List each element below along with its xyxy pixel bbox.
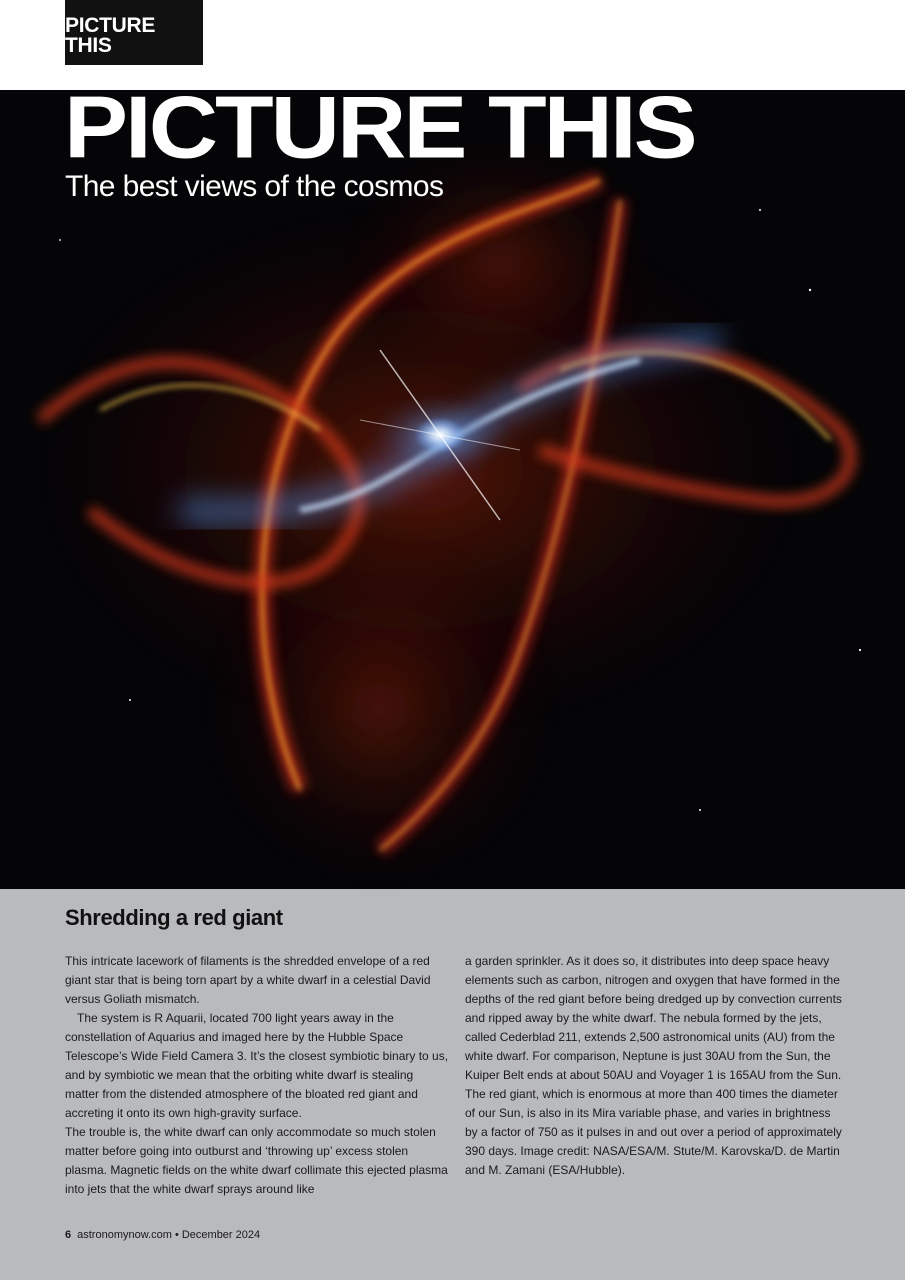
paragraph: The trouble is, the white dwarf can only accommodate so much stolen matter before going into outburst and ‘throwing up’ excess stolen plasma. Magnetic fields on the white dwarf collimate this ejected plasma into jets that the white dwarf sprays around like — [65, 1125, 448, 1196]
article-panel — [0, 889, 905, 1280]
nebula-image — [0, 90, 905, 889]
paragraph: a garden sprinkler. As it does so, it distributes into deep space heavy elements such as carbon, nitrogen and oxygen that have formed in the depths of the red giant before being dredged up by convection currents and ripped away by the white dwarf. The nebula formed by the jets, called Cederblad 211, extends 2,500 astronomical units (AU) from the white dwarf. For comparison, Neptune is just 30AU from the Sun, the Kuiper Belt ends at about 50AU and Voyager 1 is 165AU from the Sun. The red giant, which is enormous at more than 400 times the diameter of our Sun, is also in its Mira variable phase, and varies in brightness by a factor of 750 as it pulses in and out over a period of approximately 390 days. Image credit: NASA/ESA/M. Stute/M. Karovska/D. de Martin and M. Zamani (ESA/Hubble). — [465, 954, 842, 1177]
paragraph: The system is R Aquarii, located 700 light years away in the constellation of Aquarius and imaged here by the Hubble Space Telescope’s Wide Field Camera 3. It’s the closest symbiotic binary to us, and by symbiotic we mean that the orbiting white dwarf is stealing matter from the distended atmosphere of the bloated red giant and accreting it onto its own high-gravity surface. — [65, 1011, 449, 1120]
footer-text: astronomynow.com • December 2024 — [77, 1229, 261, 1241]
page-footer — [65, 1229, 260, 1241]
page-number: 6 — [65, 1229, 72, 1241]
section-tag: PICTURE THIS — [65, 0, 203, 65]
article-title: Shredding a red giant — [65, 905, 283, 930]
hero-subtitle: The best views of the cosmos — [65, 170, 444, 203]
article-left-column — [65, 952, 450, 1199]
paragraph: This intricate lacework of filaments is the shredded envelope of a red giant star that is being torn apart by a white dwarf in a celestial David versus Goliath mismatch. — [65, 954, 431, 1006]
hero-image — [0, 90, 905, 889]
hero-title: PICTURE THIS — [64, 90, 695, 177]
article-right-column — [465, 952, 845, 1180]
